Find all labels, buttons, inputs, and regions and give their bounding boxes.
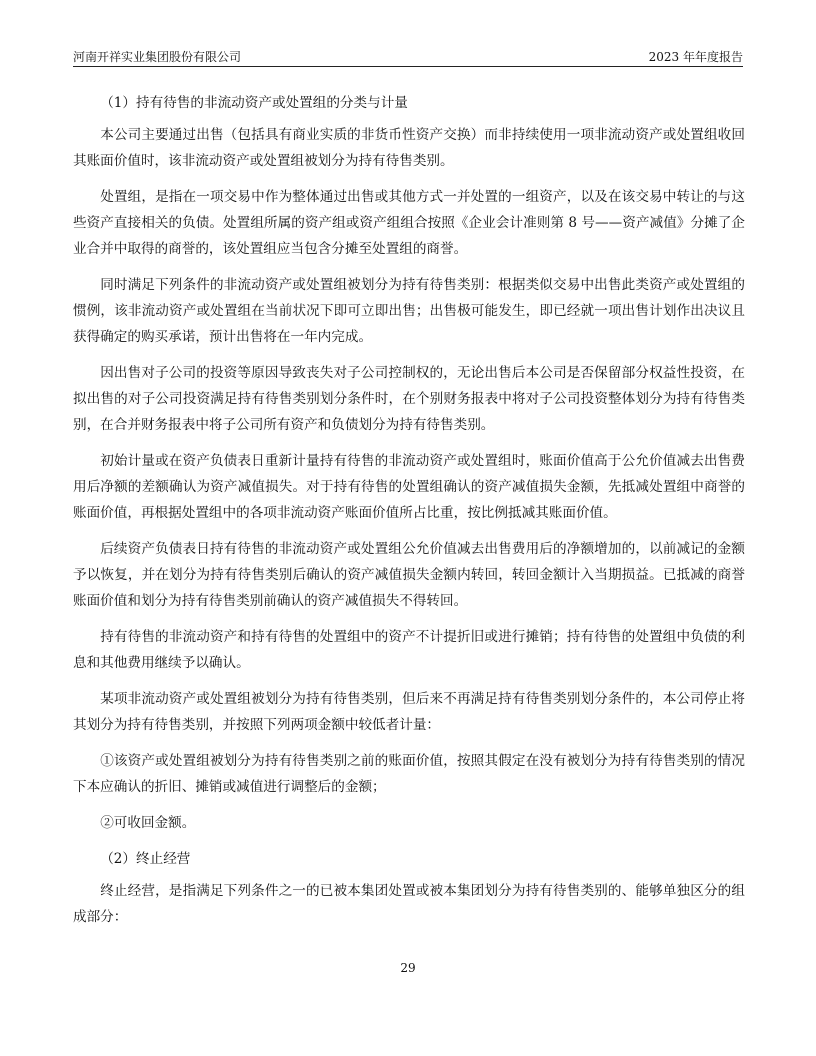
document-body [73, 86, 745, 940]
paragraph: 后续资产负债表日持有待售的非流动资产或处置组公允价值减去出售费用后的净额增加的，以前减记的金额予以恢复，并在划分为持有待售类别后确认的资产减值损失金额内转回，转回金额计入当期损益。已抵减的商誉账面价值和划分为持有待售类别前确认的资产减值损失不得转回。 [73, 541, 745, 609]
paragraph: 某项非流动资产或处置组被划分为持有待售类别，但后来不再满足持有待售类别划分条件的，本公司停止将其划分为持有待售类别，并按照下列两项金额中较低者计量： [73, 691, 745, 733]
list-item: ②可收回金额。 [100, 815, 196, 831]
paragraph: 本公司主要通过出售（包括具有商业实质的非货币性资产交换）而非持续使用一项非流动资产或处置组收回其账面价值时，该非流动资产或处置组被划分为持有待售类别。 [73, 127, 745, 169]
page-number: 29 [400, 961, 416, 975]
paragraph: 初始计量或在资产负债表日重新计量持有待售的非流动资产或处置组时，账面价值高于公允价值减去出售费用后净额的差额确认为资产减值损失。对于持有待售的处置组确认的资产减值损失金额，先抵减处置组中商誉的账面价值，再根据处置组中的各项非流动资产账面价值所占比重，按比例抵减其账面价值。 [73, 453, 745, 521]
list-item: ①该资产或处置组被划分为持有待售类别之前的账面价值，按照其假定在没有被划分为持有待售类别的情况下本应确认的折旧、摊销或减值进行调整后的金额； [73, 753, 745, 795]
section-heading: （2）终止经营 [100, 851, 191, 867]
paragraph: 终止经营，是指满足下列条件之一的已被本集团处置或被本集团划分为持有待售类别的、能够单独区分的组成部分： [73, 883, 745, 925]
page-header [73, 46, 743, 67]
paragraph: 处置组，是指在一项交易中作为整体通过出售或其他方式一并处置的一组资产，以及在该交易中转让的与这些资产直接相关的负债。处置组所属的资产组或资产组组合按照《企业会计准则第 8 号——资产减值》分摊了企业合并中取得的商誉的，该处置组应当包含分摊至处置组的商誉。 [73, 189, 745, 257]
paragraph: 同时满足下列条件的非流动资产或处置组被划分为持有待售类别：根据类似交易中出售此类资产或处置组的惯例，该非流动资产或处置组在当前状况下即可立即出售；出售极可能发生，即已经就一项出售计划作出决议且获得确定的购买承诺，预计出售将在一年内完成。 [73, 277, 745, 345]
company-name: 河南开祥实业集团股份有限公司 [73, 50, 242, 64]
section-heading: （1）持有待售的非流动资产或处置组的分类与计量 [100, 95, 408, 111]
report-title: 2023 年年度报告 [648, 50, 743, 64]
paragraph: 持有待售的非流动资产和持有待售的处置组中的资产不计提折旧或进行摊销；持有待售的处置组中负债的利息和其他费用继续予以确认。 [73, 629, 745, 671]
paragraph: 因出售对子公司的投资等原因导致丧失对子公司控制权的，无论出售后本公司是否保留部分权益性投资，在拟出售的对子公司投资满足持有待售类别划分条件时，在个别财务报表中将对子公司投资整体划分为持有待售类别，在合并财务报表中将子公司所有资产和负债划分为持有待售类别。 [73, 365, 745, 433]
